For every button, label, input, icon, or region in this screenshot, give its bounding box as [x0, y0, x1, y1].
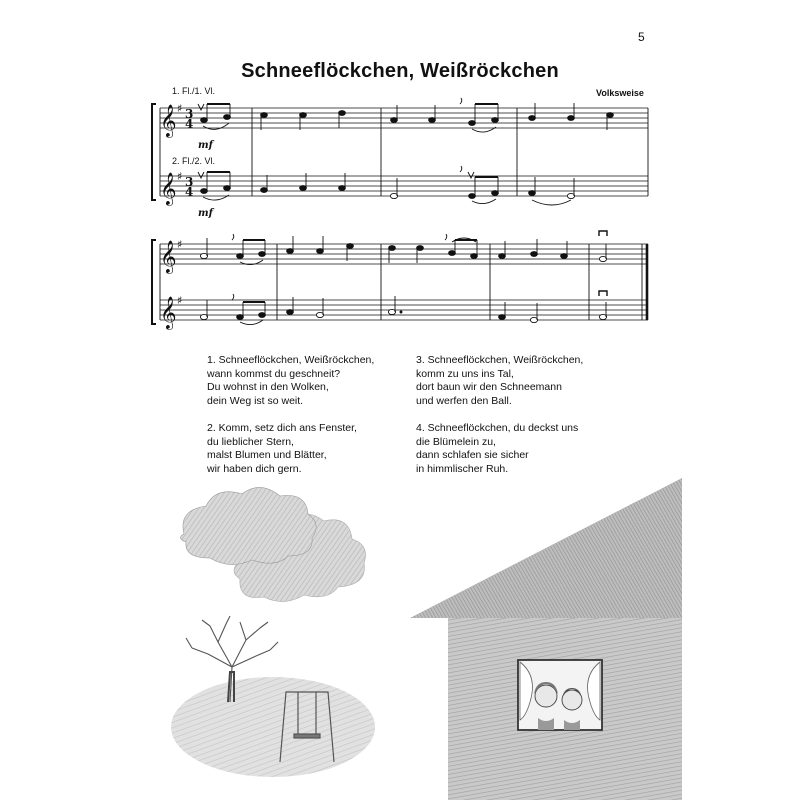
- verse-2-line: du lieblicher Stern,: [207, 435, 294, 448]
- page-number: 5: [638, 30, 645, 44]
- svg-text:♯: ♯: [177, 170, 183, 183]
- verse-2-line: wir haben dich gern.: [207, 462, 302, 475]
- verse-4: [416, 422, 578, 476]
- verse-1-line: dein Weg ist so weit.: [207, 394, 304, 407]
- window-icon: [518, 660, 602, 730]
- staff-lines: [160, 108, 648, 320]
- clouds-drawing: [170, 486, 400, 606]
- verse-1: [207, 354, 374, 408]
- verse-4-line: die Blümelein zu,: [416, 435, 496, 448]
- verse-1-line: 1. Schneeflöckchen, Weißröckchen,: [207, 354, 375, 366]
- svg-text:4: 4: [185, 117, 194, 131]
- barlines: [152, 104, 648, 324]
- svg-text:𝄞: 𝄞: [160, 104, 177, 137]
- verse-2-line: malst Blumen und Blätter,: [207, 449, 327, 461]
- svg-text:4: 4: [185, 185, 194, 199]
- verse-3-line: dort baun wir den Schneemann: [416, 381, 562, 393]
- svg-text:3: 3: [185, 107, 194, 121]
- tree-swing-drawing: [168, 612, 378, 792]
- house-roof: [410, 478, 682, 618]
- svg-text:𝄞: 𝄞: [160, 240, 177, 273]
- svg-text:𝄞: 𝄞: [160, 296, 177, 329]
- verse-4-line: in himmlischer Ruh.: [416, 462, 509, 475]
- page-title: Schneeflöckchen, Weißröckchen: [241, 60, 559, 82]
- cloud-front: [180, 487, 316, 564]
- clefs: [160, 102, 193, 330]
- svg-text:3: 3: [185, 175, 194, 189]
- verse-3-line: 3. Schneeflöckchen, Weißröckchen,: [416, 354, 584, 366]
- verse-3-line: und werfen den Ball.: [416, 394, 512, 407]
- sheet-music: [0, 0, 800, 340]
- articulations: [198, 98, 607, 325]
- verse-3: [416, 354, 583, 408]
- verse-4-line: 4. Schneeflöckchen, du deckst uns: [416, 422, 579, 434]
- verse-1-line: wann kommst du geschneit?: [207, 367, 341, 380]
- grass-ground: [171, 677, 375, 777]
- part-label-1: 1. Fl./1. Vl.: [172, 86, 216, 96]
- verse-2: [207, 422, 357, 476]
- verse-2-line: 2. Komm, setz dich ans Fenster,: [207, 422, 357, 434]
- svg-text:♯: ♯: [177, 102, 183, 115]
- verse-1-line: Du wohnst in den Wolken,: [207, 381, 329, 393]
- verse-4-line: dann schlafen sie sicher: [416, 449, 529, 461]
- svg-text:♯: ♯: [177, 294, 183, 307]
- part-label-2: 2. Fl./2. Vl.: [172, 156, 216, 166]
- svg-text:𝄞: 𝄞: [160, 172, 177, 205]
- svg-text:♯: ♯: [177, 238, 183, 251]
- verse-3-line: komm zu uns ins Tal,: [416, 367, 514, 380]
- house-window-drawing: [400, 478, 690, 800]
- notes: [200, 103, 613, 323]
- person-face-1: [535, 685, 557, 707]
- dynamic-marking-2: mf: [198, 208, 213, 219]
- composer-label: Volksweise: [596, 88, 644, 98]
- dynamic-marking-1: mf: [198, 140, 213, 151]
